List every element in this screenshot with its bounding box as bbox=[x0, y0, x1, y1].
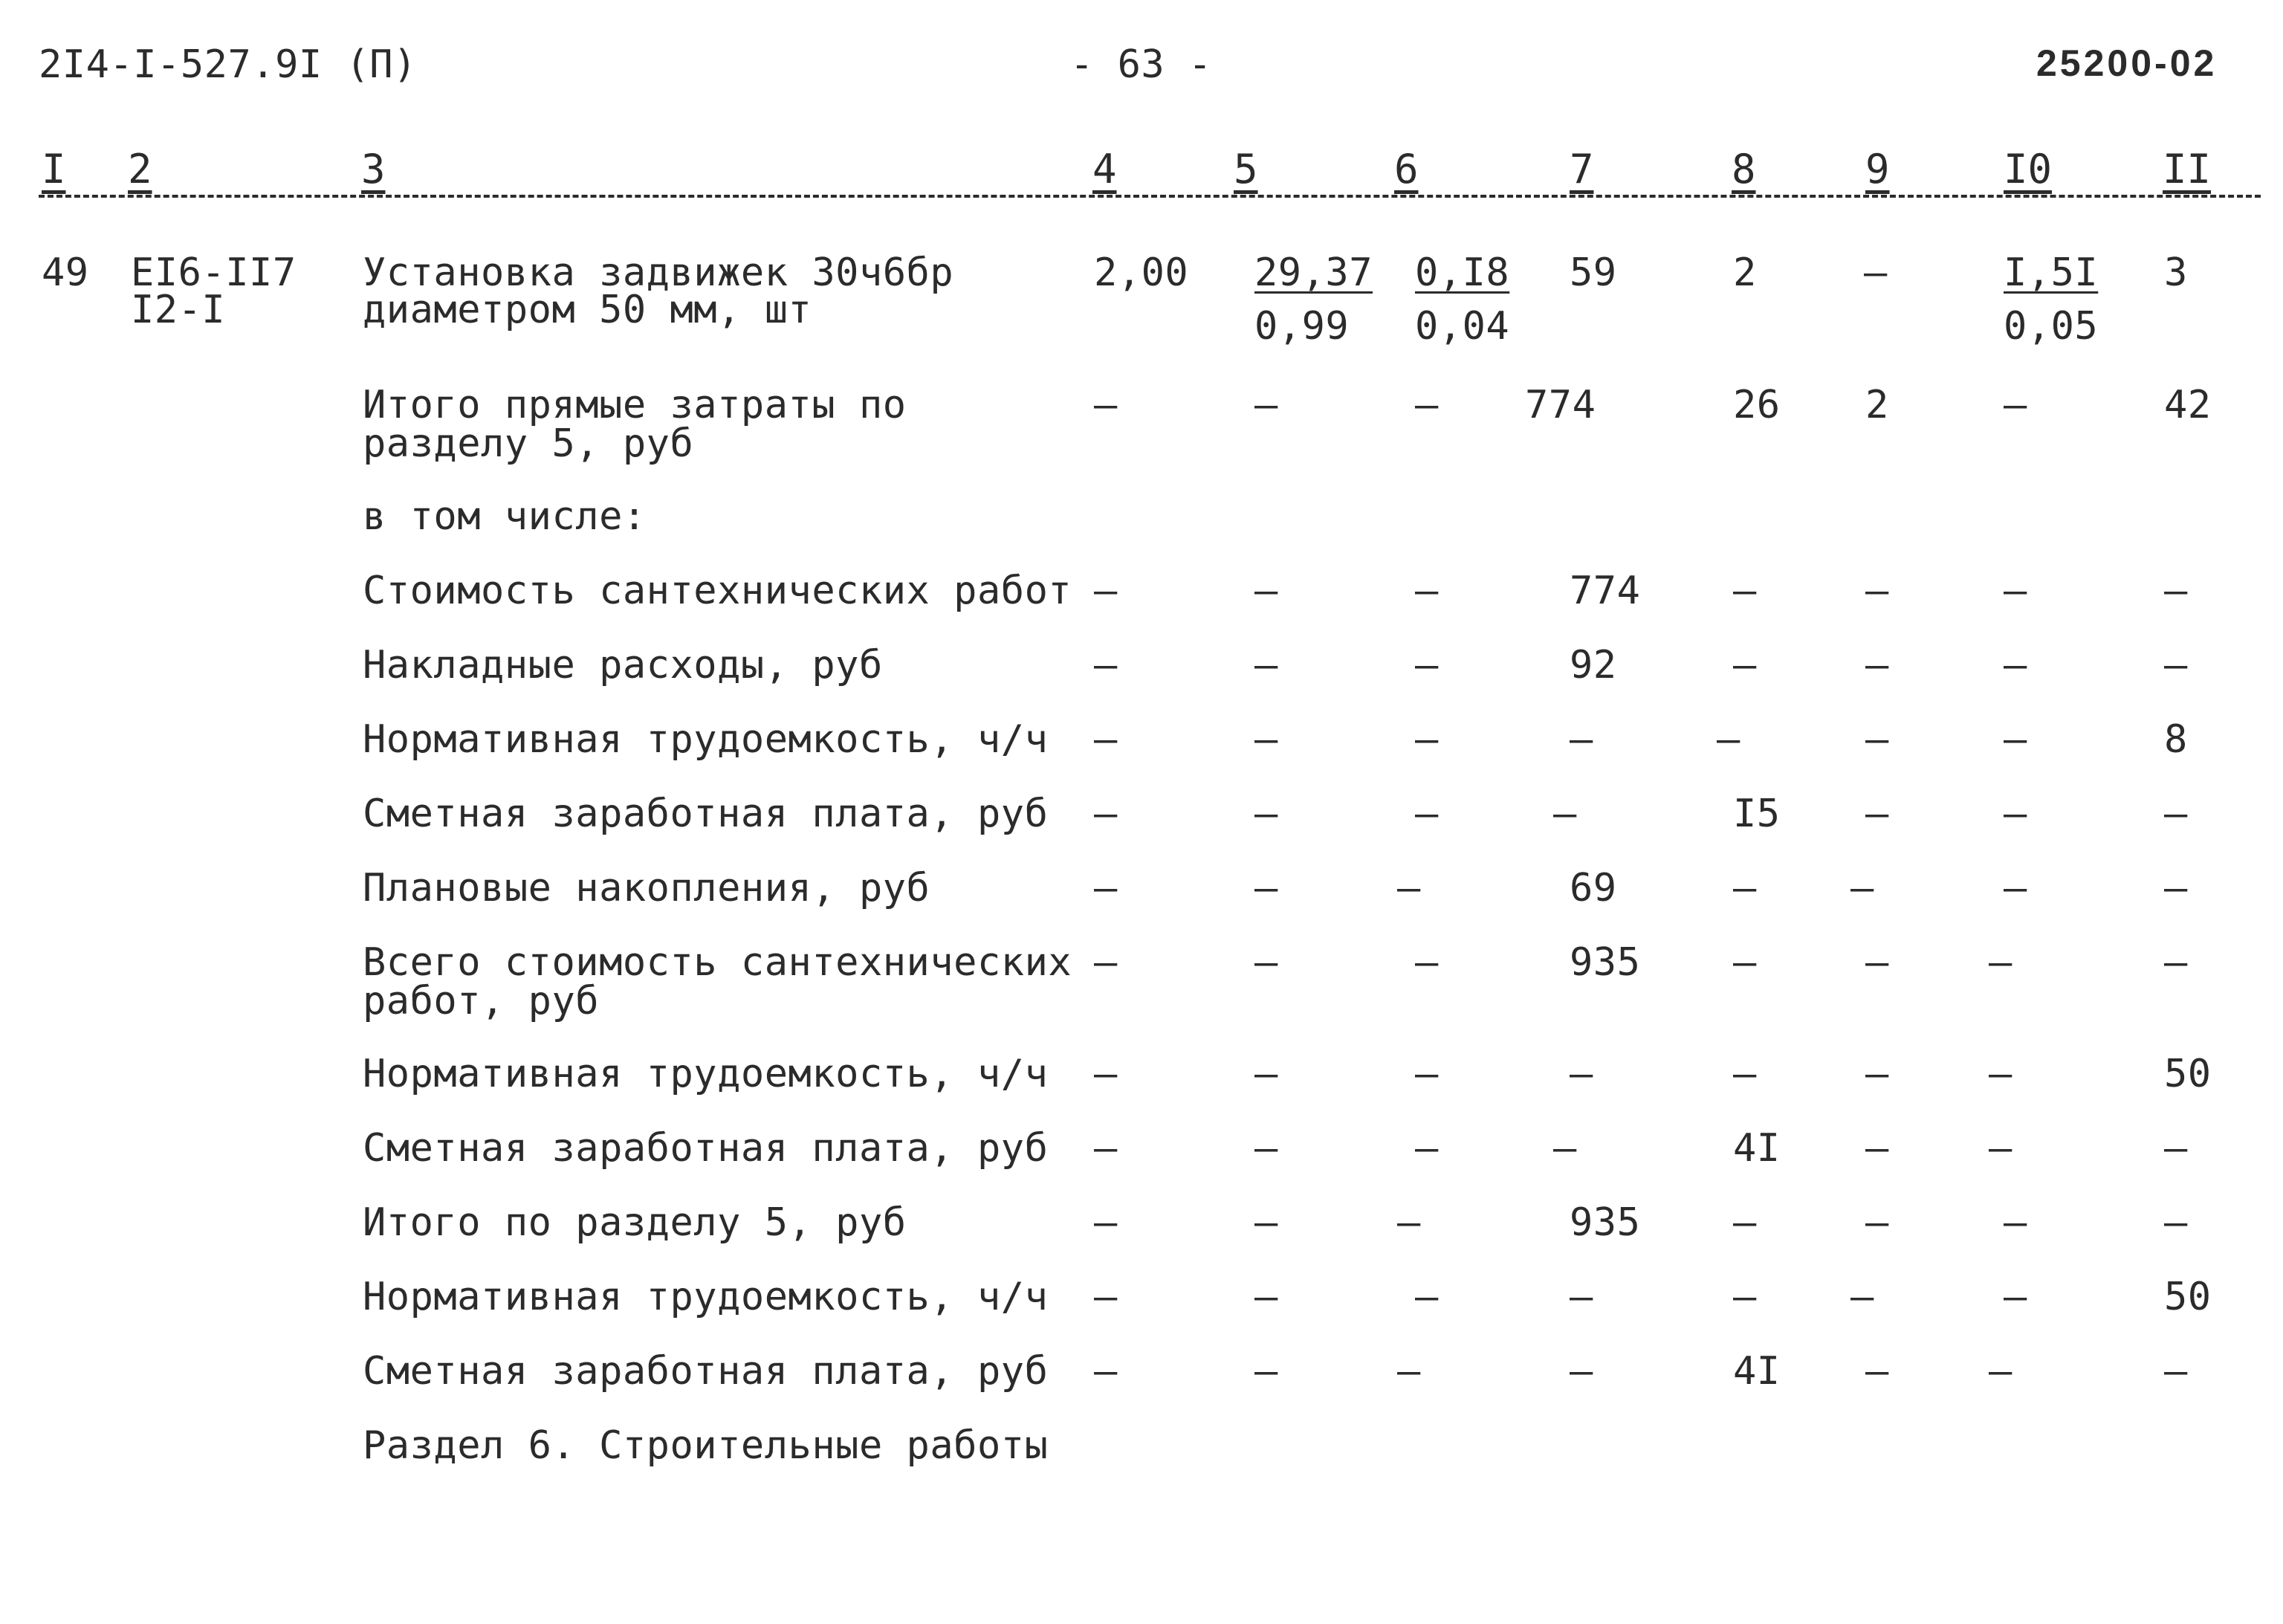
cell-c6: – bbox=[1415, 1126, 1439, 1171]
cell-c7: – bbox=[1570, 1349, 1593, 1394]
cell-c8: 4I bbox=[1733, 1349, 1781, 1394]
cell-c11: 42 bbox=[2164, 383, 2212, 427]
cell-c6: – bbox=[1397, 1349, 1421, 1394]
row-label-cont: разделу 5, руб bbox=[363, 421, 694, 466]
cell-c9: 2 bbox=[1865, 383, 1889, 427]
cell-c5: – bbox=[1254, 717, 1278, 762]
row-label: Сметная заработная плата, руб bbox=[363, 1126, 1049, 1171]
row-label: Нормативная трудоемкость, ч/ч bbox=[363, 1275, 1049, 1319]
cell-c8: – bbox=[1733, 866, 1757, 910]
cell-c7: – bbox=[1553, 1126, 1577, 1171]
cell-c5: – bbox=[1254, 866, 1278, 910]
cell-c9: – bbox=[1850, 1275, 1874, 1319]
column-number: 4 bbox=[1092, 146, 1117, 193]
cell-c9: – bbox=[1850, 866, 1874, 910]
cell-c11: – bbox=[2164, 1200, 2188, 1245]
cell-c5: – bbox=[1254, 569, 1278, 613]
cell-c5: – bbox=[1254, 792, 1278, 836]
column-number: 9 bbox=[1865, 146, 1890, 193]
cell-c10: – bbox=[2004, 383, 2027, 427]
cell-c8: 4I bbox=[1733, 1126, 1781, 1171]
column-number: 8 bbox=[1732, 146, 1756, 193]
cell-c5: – bbox=[1254, 1200, 1278, 1245]
cell-c5: – bbox=[1254, 1275, 1278, 1319]
column-number: 6 bbox=[1394, 146, 1419, 193]
column-number: I bbox=[42, 146, 66, 193]
row-label: в том числе: bbox=[363, 494, 647, 539]
cell-c9: – bbox=[1865, 940, 1889, 985]
cell-c10: – bbox=[2004, 717, 2027, 762]
cell-c11: – bbox=[2164, 940, 2188, 985]
cell-c8: – bbox=[1733, 940, 1757, 985]
cell-c9: – bbox=[1865, 643, 1889, 688]
cell-c5: – bbox=[1254, 940, 1278, 985]
cell-c4: – bbox=[1094, 1200, 1118, 1245]
cell-c4: – bbox=[1094, 643, 1118, 688]
cell-c4: – bbox=[1094, 1275, 1118, 1319]
cell-c4: – bbox=[1094, 792, 1118, 836]
column-number: 5 bbox=[1234, 146, 1258, 193]
cell-c11: – bbox=[2164, 792, 2188, 836]
row-description-cont: диаметром 50 мм, шт bbox=[363, 288, 812, 332]
cell-c5: – bbox=[1254, 1126, 1278, 1171]
cell-c9: – bbox=[1865, 569, 1889, 613]
cell-c4: – bbox=[1094, 383, 1118, 427]
norm-code-sub: I2-I bbox=[131, 288, 226, 332]
cell-c6: – bbox=[1415, 1275, 1439, 1319]
cell-c11: 8 bbox=[2164, 717, 2188, 762]
row-label: Всего стоимость сантехнических bbox=[363, 940, 1072, 985]
cell-c7: – bbox=[1570, 1275, 1593, 1319]
cell-c7: – bbox=[1553, 792, 1577, 836]
cell-c10: – bbox=[2004, 792, 2027, 836]
cell-c8: I5 bbox=[1733, 792, 1781, 836]
column-number: 2 bbox=[128, 146, 152, 193]
row-label: Сметная заработная плата, руб bbox=[363, 792, 1049, 836]
cell-c7: – bbox=[1570, 1052, 1593, 1096]
cell-c5-bottom: 0,99 bbox=[1254, 304, 1350, 349]
cell-c6: – bbox=[1415, 717, 1439, 762]
cell-c10: – bbox=[1989, 1349, 2012, 1394]
row-label: Нормативная трудоемкость, ч/ч bbox=[363, 717, 1049, 762]
cell-c5: – bbox=[1254, 643, 1278, 688]
cell-c7: 935 bbox=[1570, 1200, 1641, 1245]
cell-c9: – bbox=[1865, 717, 1889, 762]
document-code: 2I4-I-527.9I (П) bbox=[39, 42, 417, 87]
row-label: Нормативная трудоемкость, ч/ч bbox=[363, 1052, 1049, 1096]
cell-c11: 3 bbox=[2164, 250, 2188, 295]
cell-c11: – bbox=[2164, 569, 2188, 613]
cell-c9: – bbox=[1865, 1126, 1889, 1171]
cell-c10: – bbox=[2004, 866, 2027, 910]
cell-c9: – bbox=[1865, 1052, 1889, 1096]
cell-c11: 50 bbox=[2164, 1052, 2212, 1096]
page-number: - 63 - bbox=[1070, 42, 1212, 87]
cell-c10-top: I,5I bbox=[2004, 250, 2099, 295]
cell-c8: – bbox=[1717, 717, 1740, 762]
section-heading: Раздел 6. Строительные работы bbox=[363, 1423, 1049, 1468]
cell-c10: – bbox=[2004, 1200, 2027, 1245]
header-dashed-rule bbox=[39, 195, 2261, 198]
row-label: Итого по разделу 5, руб bbox=[363, 1200, 907, 1245]
cell-c8: 2 bbox=[1733, 250, 1757, 295]
row-label: Стоимость сантехнических работ bbox=[363, 569, 1072, 613]
cell-c9: – bbox=[1864, 250, 1888, 295]
cell-c7: – bbox=[1570, 717, 1593, 762]
archive-code: 25200-02 bbox=[2036, 42, 2218, 84]
row-label: Плановые накопления, руб bbox=[363, 866, 930, 910]
cell-c10: – bbox=[2004, 1275, 2027, 1319]
cell-c6: – bbox=[1415, 1052, 1439, 1096]
column-number: 3 bbox=[361, 146, 386, 193]
cell-c4: – bbox=[1094, 1052, 1118, 1096]
row-label: Накладные расходы, руб bbox=[363, 643, 883, 688]
cell-c8: – bbox=[1733, 1052, 1757, 1096]
cell-c7: 774 bbox=[1570, 569, 1641, 613]
column-number: 7 bbox=[1570, 146, 1594, 193]
cell-c11: – bbox=[2164, 866, 2188, 910]
cell-c10-bottom: 0,05 bbox=[2004, 304, 2099, 349]
cell-c6: – bbox=[1415, 792, 1439, 836]
row-label-cont: работ, руб bbox=[363, 979, 600, 1023]
cell-c4: – bbox=[1094, 866, 1118, 910]
cell-c10: – bbox=[1989, 1052, 2012, 1096]
cell-c6: – bbox=[1415, 569, 1439, 613]
row-number: 49 bbox=[42, 250, 89, 295]
cell-c6: – bbox=[1415, 940, 1439, 985]
cell-c7: 69 bbox=[1570, 866, 1617, 910]
cell-c4: – bbox=[1094, 717, 1118, 762]
cell-c4: 2,00 bbox=[1094, 250, 1189, 295]
column-number: II bbox=[2163, 146, 2212, 193]
column-number: I0 bbox=[2004, 146, 2053, 193]
cell-c5: – bbox=[1254, 1349, 1278, 1394]
cell-c9: – bbox=[1865, 1200, 1889, 1245]
cell-c11: – bbox=[2164, 1349, 2188, 1394]
cell-c8: – bbox=[1733, 1275, 1757, 1319]
cell-c6: – bbox=[1415, 643, 1439, 688]
cell-c9: – bbox=[1865, 1349, 1889, 1394]
cell-c6: – bbox=[1415, 383, 1439, 427]
cell-c10: – bbox=[1989, 1126, 2012, 1171]
norm-code: EI6-II7 bbox=[131, 250, 297, 295]
cell-c6: – bbox=[1397, 1200, 1421, 1245]
cell-c4: – bbox=[1094, 569, 1118, 613]
row-description: Установка задвижек 30ч6бр bbox=[363, 250, 954, 295]
cell-c7: 935 bbox=[1570, 940, 1641, 985]
cell-c5: – bbox=[1254, 383, 1278, 427]
cell-c6-top: 0,I8 bbox=[1415, 250, 1510, 295]
cell-c7: 774 bbox=[1525, 383, 1596, 427]
cell-c10: – bbox=[2004, 569, 2027, 613]
row-label: Итого прямые затраты по bbox=[363, 383, 907, 427]
cell-c5: – bbox=[1254, 1052, 1278, 1096]
cell-c10: – bbox=[1989, 940, 2012, 985]
cell-c5-top: 29,37 bbox=[1254, 250, 1373, 295]
cell-c6-bottom: 0,04 bbox=[1415, 304, 1510, 349]
cell-c10: – bbox=[2004, 643, 2027, 688]
cell-c4: – bbox=[1094, 940, 1118, 985]
row-label: Сметная заработная плата, руб bbox=[363, 1349, 1049, 1394]
cell-c4: – bbox=[1094, 1349, 1118, 1394]
cell-c11: – bbox=[2164, 1126, 2188, 1171]
cell-c11: 50 bbox=[2164, 1275, 2212, 1319]
cell-c4: – bbox=[1094, 1126, 1118, 1171]
cell-c8: – bbox=[1733, 569, 1757, 613]
cell-c8: 26 bbox=[1733, 383, 1781, 427]
cell-c6: – bbox=[1397, 866, 1421, 910]
cell-c9: – bbox=[1865, 792, 1889, 836]
cell-c8: – bbox=[1733, 643, 1757, 688]
cell-c7: 59 bbox=[1570, 250, 1617, 295]
cell-c7: 92 bbox=[1570, 643, 1617, 688]
cell-c11: – bbox=[2164, 643, 2188, 688]
cell-c8: – bbox=[1733, 1200, 1757, 1245]
